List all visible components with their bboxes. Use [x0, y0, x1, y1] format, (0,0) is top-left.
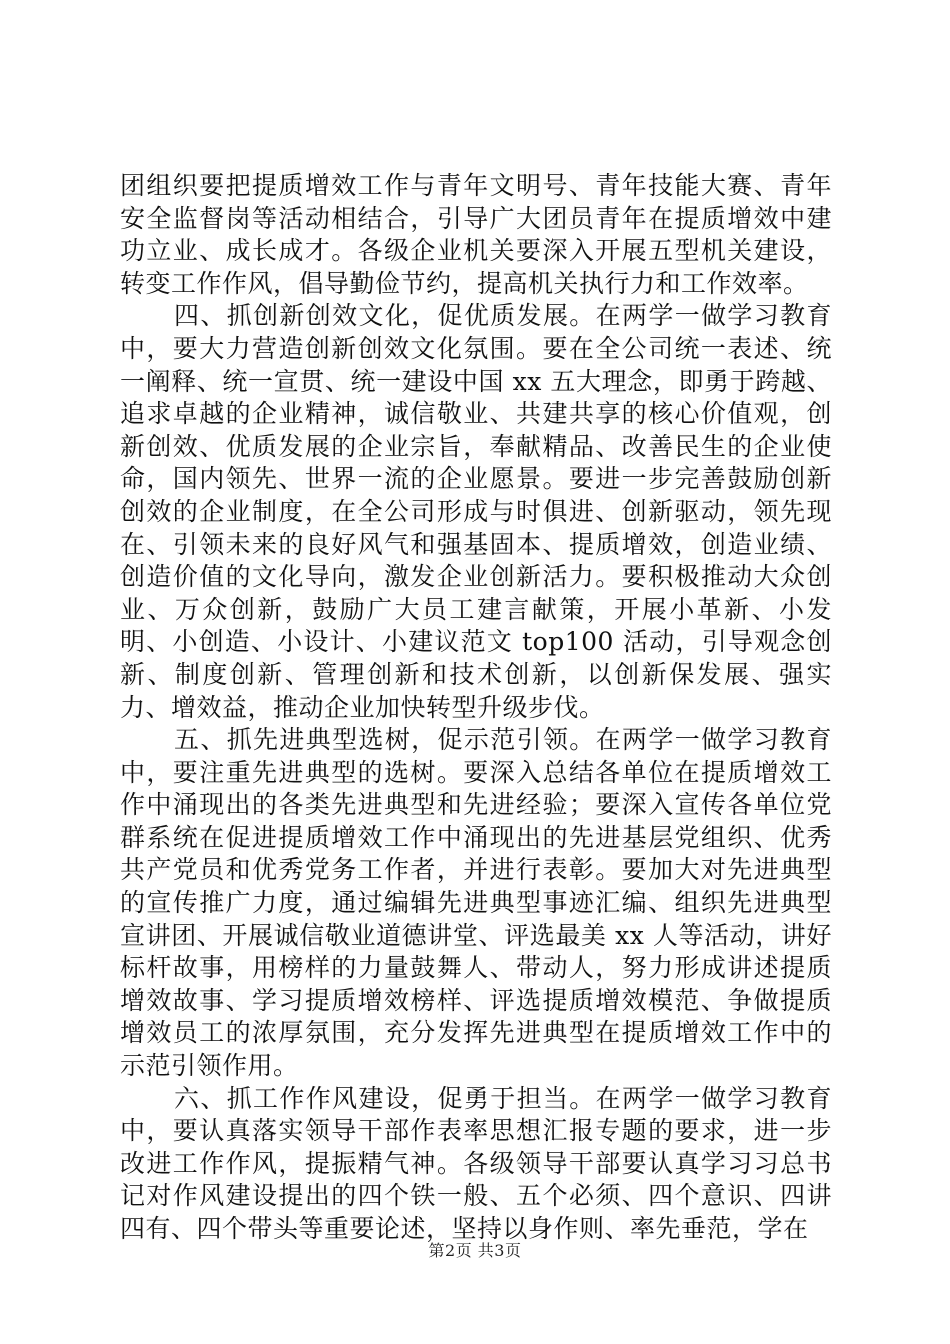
document-body	[120, 170, 832, 1246]
paragraph-advanced-models: 五、抓先进典型选树，促示范引领。在两学一做学习教育中，要注重先进典型的选树。要深入总结各单位在提质增效工作中涌现出的各类先进典型和先进经验；要深入宣传各单位党群系统在促进提质增效工作中涌现出的先进基层党组织、优秀共产党员和优秀党务工作者，并进行表彰。要加大对先进典型的宣传推广力度，通过编辑先进典型事迹汇编、组织先进典型宣讲团、开展诚信敬业道德讲堂、评选最美 xx 人等活动，讲好标杆故事，用榜样的力量鼓舞人、带动人，努力形成讲述提质增效故事、学习提质增效榜样、评选提质增效模范、争做提质增效员工的浓厚氛围，充分发挥先进典型在提质增效工作中的示范引领作用。	[120, 725, 832, 1081]
paragraph-innovation-culture: 四、抓创新创效文化，促优质发展。在两学一做学习教育中，要大力营造创新创效文化氛围。要在全公司统一表述、统一阐释、统一宣贯、统一建设中国 xx 五大理念，即勇于跨越、追求卓越的企业精神，诚信敬业、共建共享的核心价值观，创新创效、优质发展的企业宗旨，奉献精品、改善民生的企业使命，国内领先、世界一流的企业愿景。要进一步完善鼓励创新创效的企业制度，在全公司形成与时俱进、创新驱动，领先现在、引领未来的良好风气和强基固本、提质增效，创造业绩、创造价值的文化导向，激发企业创新活力。要积极推动大众创业、万众创新，鼓励广大员工建言献策，开展小革新、小发明、小创造、小设计、小建议范文 top100 活动，引导观念创新、制度创新、管理创新和技术创新，以创新保发展、强实力、增效益，推动企业加快转型升级步伐。	[120, 301, 832, 722]
paragraph-continuation: 团组织要把提质增效工作与青年文明号、青年技能大赛、青年安全监督岗等活动相结合，引导广大团员青年在提质增效中建功立业、成长成才。各级企业机关要深入开展五型机关建设，转变工作作风，倡导勤俭节约，提高机关执行力和工作效率。	[120, 171, 832, 298]
page-number-footer: 第2页 共3页	[428, 1241, 522, 1260]
paragraph-work-style: 六、抓工作作风建设，促勇于担当。在两学一做学习教育中，要认真落实领导干部作表率思想汇报专题的要求，进一步改进工作作风，提振精气神。各级领导干部要认真学习习总书记对作风建设提出的四个铁一般、五个必须、四个意识、四讲四有、四个带头等重要论述，坚持以身作则、率先垂范，学在	[120, 1083, 832, 1243]
